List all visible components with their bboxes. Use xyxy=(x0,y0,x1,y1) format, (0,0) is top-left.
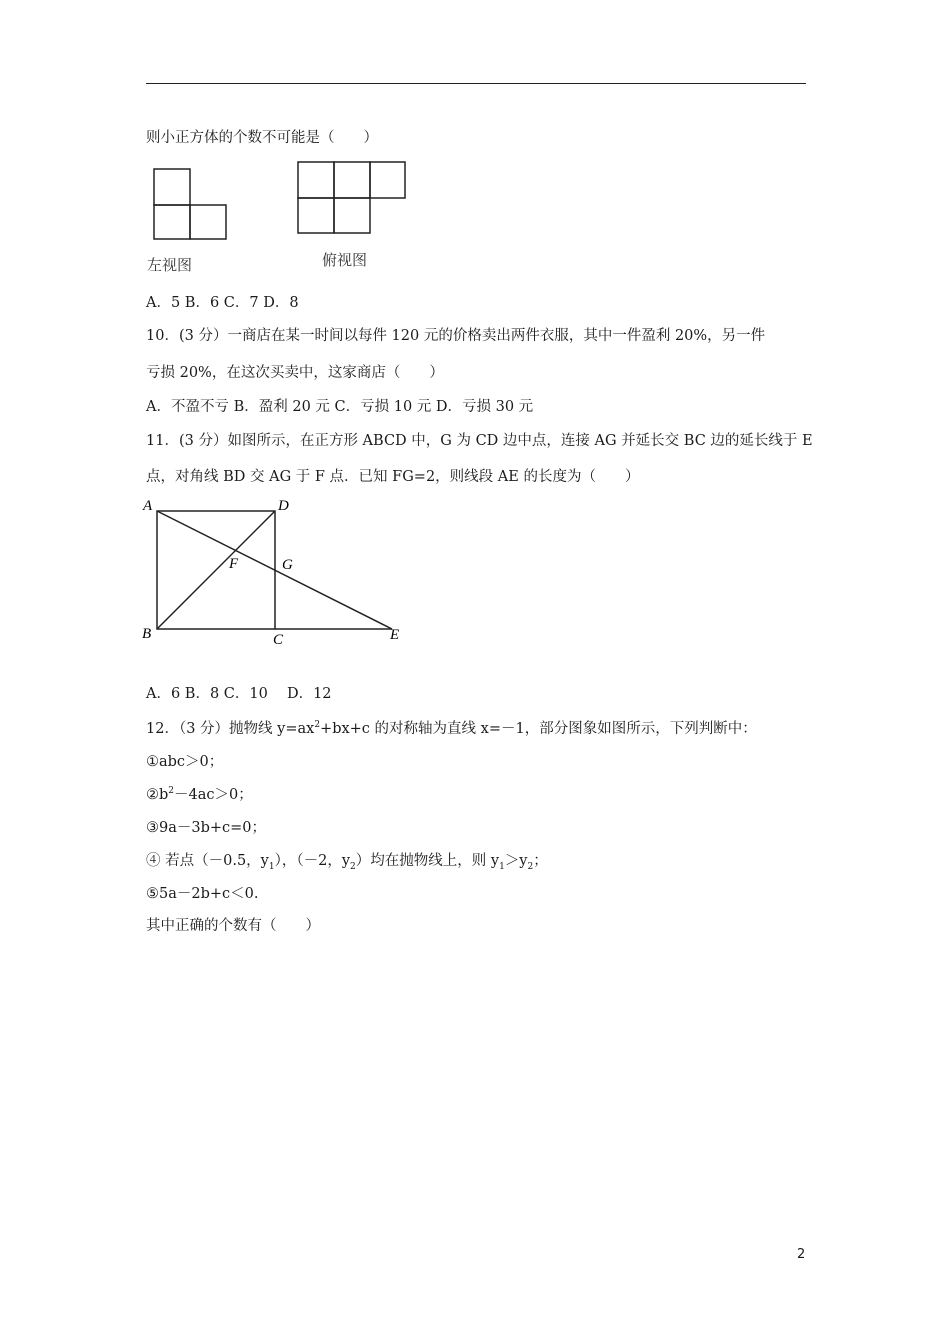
point-label-a: A xyxy=(143,498,153,514)
q11-line1: 11．(3 分）如图所示，在正方形 ABCD 中，G 为 CD 边中点，连接 AG 并延长交 BC 边的延长线于 E xyxy=(146,433,813,449)
square-geometry-figure xyxy=(140,494,410,650)
q11-line2: 点，对角线 BD 交 AG 于 F 点．已知 FG=2，则线段 AE 的长度为（ ） xyxy=(146,469,640,485)
q12-item2-text-b: －4ac＞0； xyxy=(174,787,253,803)
q12-item4-sub4: 2 xyxy=(527,861,534,872)
q12-item4 xyxy=(146,851,548,871)
q12-item4-text-a: ④ 若点（－0.5，y xyxy=(146,853,269,869)
q12-item4-sub2: 2 xyxy=(350,861,356,872)
q12-line1-sup: 2 xyxy=(314,720,321,731)
q12-item4-text-c: ）均在抛物线上，则 y xyxy=(355,853,500,869)
q10-line2: 亏损 20%，在这次买卖中，这家商店（ ） xyxy=(146,365,444,381)
point-label-f: F xyxy=(229,556,239,572)
header-rule xyxy=(146,83,806,84)
top-view-label: 俯视图 xyxy=(322,251,368,269)
q12-item1: ①abc＞0； xyxy=(146,754,224,770)
q12-item2-text-a: ②b xyxy=(146,787,169,803)
q10-options: A．不盈不亏 B．盈利 20 元 C．亏损 10 元 D．亏损 30 元 xyxy=(146,399,534,415)
page-number: 2 xyxy=(797,1247,806,1262)
point-label-e: E xyxy=(390,627,400,643)
point-label-d: D xyxy=(278,498,289,514)
q12-item4-text-d: ＞y xyxy=(504,853,528,869)
q12-line1 xyxy=(146,719,757,739)
q11-options: A．6 B．8 C．10 D．12 xyxy=(146,686,332,702)
q12-item4-sub3: 1 xyxy=(499,861,505,872)
left-view-label: 左视图 xyxy=(147,256,193,274)
q9-stem: 则小正方体的个数不可能是（ ） xyxy=(146,130,378,146)
q9-options: A．5 B．6 C．7 D．8 xyxy=(146,295,299,311)
q12-item4-text-b: ），（－2，y xyxy=(274,853,351,869)
q12-item2 xyxy=(146,785,253,805)
point-label-c: C xyxy=(273,632,284,648)
q12-item4-sub1: 1 xyxy=(268,861,275,872)
q12-item5: ⑤5a－2b+c＜0. xyxy=(146,886,259,902)
q12-item2-sup: 2 xyxy=(168,786,175,797)
q12-line1-text-a: 12．（3 分）抛物线 y=ax xyxy=(146,721,315,737)
q12-item3: ③9a－3b+c=0； xyxy=(146,820,267,836)
q12-question: 其中正确的个数有（ ） xyxy=(146,918,320,934)
q12-line1-text-b: +bx+c 的对称轴为直线 x=－1，部分图象如图所示，下列判断中： xyxy=(320,721,757,737)
q12-item4-text-e: ； xyxy=(533,853,548,869)
top-view-figure xyxy=(294,158,410,238)
diagonal-bd xyxy=(157,511,275,629)
q10-line1: 10．(3 分）一商店在某一时间以每件 120 元的价格卖出两件衣服，其中一件盈利 20%，另一件 xyxy=(146,328,766,344)
left-view-figure xyxy=(150,165,232,243)
point-label-b: B xyxy=(142,626,152,642)
point-label-g: G xyxy=(282,557,293,573)
